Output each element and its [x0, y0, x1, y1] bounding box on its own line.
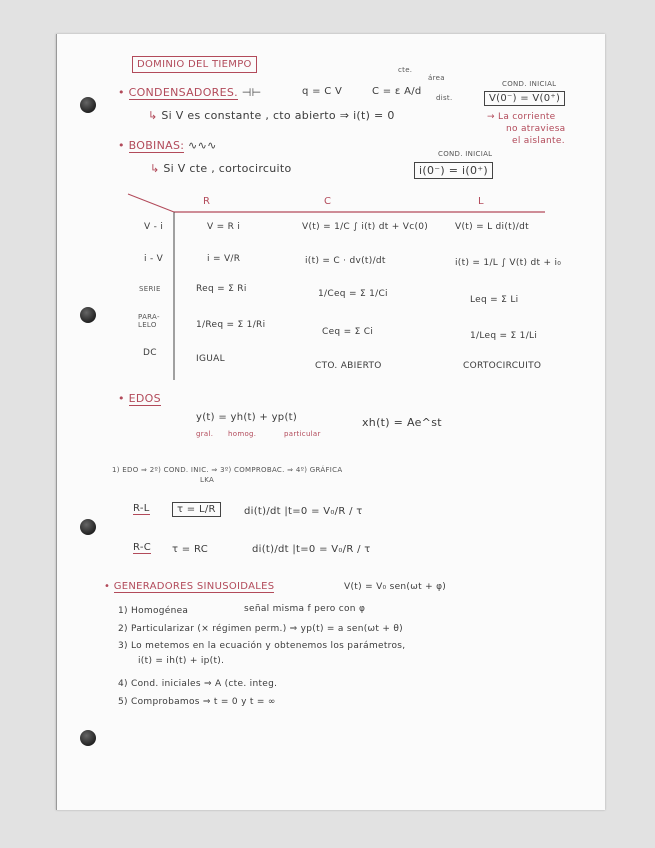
edos-general: y(t) = yh(t) + yp(t): [196, 412, 298, 423]
list-item: 3) Lo metemos en la ecuación y obtenemos los parámetros,: [118, 641, 406, 651]
rc-deriv: di(t)/dt |t=0 = V₀/R / τ: [252, 544, 371, 555]
cell-c: V(t) = 1/C ∫ i(t) dt + Vc(0): [302, 222, 429, 232]
cond-inicial-condensador: V(0⁻) = V(0⁺): [484, 91, 565, 106]
rl-deriv: di(t)/dt |t=0 = V₀/R / τ: [244, 506, 363, 517]
row-label: DC: [143, 348, 157, 358]
cell-c: CTO. ABIERTO: [315, 361, 382, 371]
gral-label: gral.: [196, 430, 214, 438]
edos-steps-sub: LKA: [200, 476, 215, 484]
bobinas-cond-label: COND. INICIAL: [438, 150, 493, 158]
condensadores-heading: • CONDENSADORES. ⊣⊢: [118, 86, 262, 99]
side-note-1: → La corriente: [487, 112, 556, 122]
cell-c: Ceq = Σ Ci: [322, 327, 374, 337]
cte-note: cte.: [398, 66, 413, 74]
cell-r: IGUAL: [196, 354, 225, 364]
cell-r: Req = Σ Ri: [196, 284, 247, 294]
edos-heading: • EDOS: [118, 392, 161, 405]
generadores-heading: • GENERADORES SINUSOIDALES: [104, 581, 274, 592]
bobinas-note: ↳ Si V cte , cortocircuito: [150, 162, 292, 175]
cell-l: Leq = Σ Li: [470, 295, 519, 305]
cell-c: i(t) = C · dv(t)/dt: [305, 256, 386, 266]
cell-c: 1/Ceq = Σ 1/Ci: [318, 289, 388, 299]
cell-r: 1/Req = Σ 1/Ri: [196, 320, 266, 330]
col-r: R: [203, 196, 211, 207]
cell-l: CORTOCIRCUITO: [463, 361, 542, 371]
list-item: 5) Comprobamos ⇒ t = 0 y t = ∞: [118, 697, 276, 707]
q-formula: q = C V: [302, 86, 343, 97]
cell-l: i(t) = 1/L ∫ V(t) dt + i₀: [455, 258, 562, 268]
area-note: área: [428, 74, 445, 82]
list-item: 2) Particularizar (× régimen perm.) ⇒ yp(t) = a sen(ωt + θ): [118, 624, 403, 634]
rl-tau: τ = L/R: [172, 502, 221, 517]
row-label: SERIE: [139, 285, 161, 293]
homog-label: homog.: [228, 430, 257, 438]
row-label: V - i: [144, 222, 164, 232]
edos-exp: xh(t) = Ae^st: [362, 416, 442, 429]
cell-l: V(t) = L di(t)/dt: [455, 222, 529, 232]
homog-note: señal misma f pero con φ: [244, 604, 366, 614]
condensador-note: ↳ Si V es constante , cto abierto ⇒ i(t) = 0: [148, 109, 395, 122]
cell-l: 1/Leq = Σ 1/Li: [470, 331, 538, 341]
page-title: DOMINIO DEL TIEMPO: [132, 56, 257, 73]
col-c: C: [324, 196, 332, 207]
list-item: 1) Homogénea: [118, 606, 189, 616]
side-note-3: el aislante.: [512, 136, 565, 146]
col-l: L: [478, 196, 484, 207]
list-item: 4) Cond. iniciales ⇒ A (cte. integ.: [118, 679, 278, 689]
edos-steps: 1) EDO ⇒ 2º) COND. INIC. ⇒ 3º) COMPROBAC. ⇒ 4º) GRÁFICA: [112, 466, 343, 474]
cond-inicial-bobina: i(0⁻) = i(0⁺): [414, 162, 493, 179]
partic-label: particular: [284, 430, 321, 438]
side-note-2: no atraviesa: [506, 124, 566, 134]
rc-tau: τ = RC: [172, 544, 208, 555]
rl-label: R-L: [133, 503, 150, 514]
cell-r: i = V/R: [207, 254, 241, 264]
rc-label: R-C: [133, 542, 152, 553]
cond-inicial-label: COND. INICIAL: [502, 80, 557, 88]
row-label: PARA-LELO: [138, 313, 160, 329]
cell-r: V = R i: [207, 222, 241, 232]
c-formula: C = ε A/d: [372, 86, 422, 97]
generadores-formula: V(t) = V₀ sen(ωt + φ): [344, 582, 447, 592]
bobinas-heading: • BOBINAS: ∿∿∿: [118, 139, 217, 152]
row-label: i - V: [144, 254, 164, 264]
list-item: i(t) = ih(t) + ip(t).: [138, 656, 225, 666]
dist-note: dist.: [436, 94, 453, 102]
